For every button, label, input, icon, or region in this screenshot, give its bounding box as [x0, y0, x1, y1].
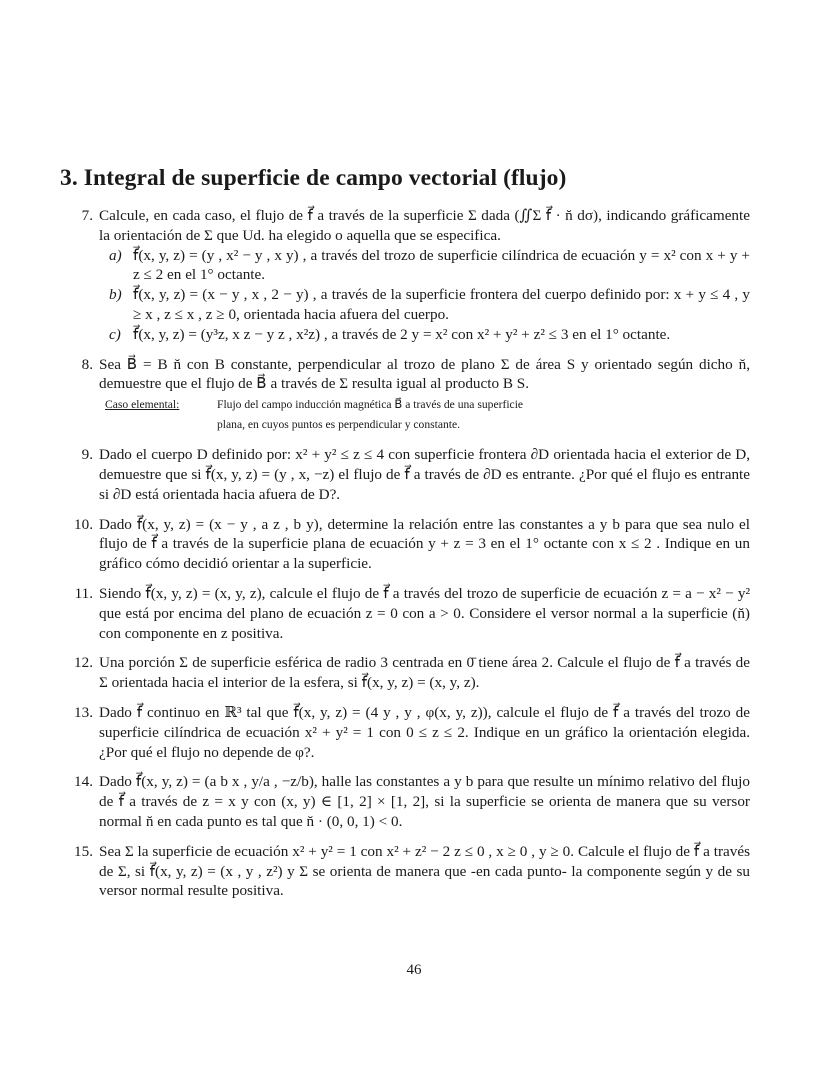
problem-10 — [0, 515, 828, 574]
part-label: c) — [109, 325, 121, 343]
problem-7-part-a — [99, 246, 750, 286]
part-text: f⃗(x, y, z) = (y³z, x z − y z , x²z) , a través de 2 y = x² con x² + y² + z² ≤ 3 en el 1° octante. — [133, 325, 671, 343]
part-text: f⃗(x, y, z) = (y , x² − y , x y) , a través del trozo de superficie cilíndrica de ecuación y = x² con x + y + z ≤ 2 en el 1° octante. — [133, 246, 750, 284]
note-line: Flujo del campo inducción magnética B⃗ a través de una superficie — [217, 398, 524, 412]
problem-number: 13. — [74, 703, 93, 721]
problem-text: Dado f⃗(x, y, z) = (x − y , a z , b y), determine la relación entre las constantes a y b para que sea nulo el flujo de f⃗ a través de la superficie plana de ecuación y + z = 3 en el 1° octante con x ≤ 2 . Indique en un gráfico cómo decidió orientar a la superficie. — [99, 515, 750, 573]
problem-number: 14. — [74, 773, 93, 791]
problem-text: Siendo f⃗(x, y, z) = (x, y, z), calcule el flujo de f⃗ a través del trozo de superficie de ecuación z = a − x² − y² que está por encima del plano de ecuación z = 0 con a > 0. Considere el versor normal a la superficie (n̆) con componente en z positiva. — [99, 584, 750, 642]
problem-text: Dado f⃗ continuo en ℝ³ tal que f⃗(x, y, z) = (4 y , y , φ(x, y, z)), calcule el flujo de f⃗ a través del trozo de superficie cilíndrica de ecuación x² + y² = 1 con 0 ≤ z ≤ 2. Indique en un gráfico la orientación elegida. ¿Por qué el flujo no depende de φ?. — [99, 703, 750, 761]
problem-text: Dado f⃗(x, y, z) = (a b x , y/a , −z/b), halle las constantes a y b para que resulte un mínimo relativo del flujo de f⃗ a través de z = x y con (x, y) ∈ [1, 2] × [1, 2], si la superficie se orienta de manera que su versor normal n̆ en cada punto es tal que n̆ · (0, 0, 1) < 0. — [99, 773, 750, 830]
page-number: 46 — [406, 962, 422, 978]
note-label: Caso elemental: — [105, 398, 180, 412]
problem-9 — [0, 445, 828, 504]
problem-text: Sea Σ la superficie de ecuación x² + y² = 1 con x² + z² − 2 z ≤ 0 , x ≥ 0 , y ≥ 0. Calcule el flujo de f⃗ a través de Σ, si f⃗(x, y, z) = (x , y , z²) y Σ se orienta de manera que -en cada punto- la componente según y de su versor normal resulte positiva. — [99, 842, 750, 900]
problem-list — [0, 206, 828, 901]
problem-7-part-b — [99, 285, 750, 325]
problem-12 — [0, 653, 828, 693]
problem-text: Dado el cuerpo D definido por: x² + y² ≤ z ≤ 4 con superficie frontera ∂D orientada hacia el exterior de D, demuestre que si f⃗(x, y, z) = (y , x, −z) el flujo de f⃗ a través de ∂D es entrante. ¿Por qué el flujo es entrante si ∂D está orientada hacia afuera de D?. — [99, 446, 750, 503]
problem-number: 11. — [74, 584, 93, 602]
problem-number: 15. — [74, 842, 93, 860]
problem-text: Calcule, en cada caso, el flujo de f⃗ a través de la superficie Σ dada (∬Σ f⃗ · n̆ dσ), indicando gráficamente la orientación de Σ que Ud. ha elegido o aquella que se especifica. — [99, 207, 750, 244]
note-line: plana, en cuyos puntos es perpendicular y constante. — [217, 418, 461, 432]
problem-number: 9. — [81, 446, 93, 464]
elemental-case-note — [105, 395, 750, 435]
problem-text: Sea B⃗ = B n̆ con B constante, perpendicular al trozo de plano Σ de área S y orientado según dicho n̆, demuestre que el flujo de B⃗ a través de Σ resulta igual al producto B S. — [99, 355, 750, 393]
problem-11 — [0, 584, 828, 643]
problem-15 — [0, 842, 828, 901]
problem-7 — [0, 206, 828, 345]
problem-14 — [0, 772, 828, 831]
problem-number: 7. — [81, 207, 93, 224]
section-title: 3. Integral de superficie de campo vectorial (flujo) — [60, 165, 567, 191]
part-text: f⃗(x, y, z) = (x − y , x , 2 − y) , a través de la superficie frontera del cuerpo definido por: x + y ≤ 4 , y ≥ x , z ≤ x , z ≥ 0, orientada hacia afuera del cuerpo. — [133, 286, 750, 323]
part-label: a) — [109, 246, 122, 264]
problem-number: 10. — [74, 515, 93, 533]
part-label: b) — [109, 286, 122, 304]
problem-number: 8. — [81, 355, 93, 373]
problem-8 — [0, 355, 828, 436]
problem-text: Una porción Σ de superficie esférica de radio 3 centrada en 0̄ tiene área 2. Calcule el flujo de f⃗ a través de Σ orientada hacia el interior de la esfera, si f⃗(x, y, z) = (x, y, z). — [99, 654, 750, 692]
problem-number: 12. — [74, 654, 93, 672]
problem-13 — [0, 703, 828, 762]
problem-7-part-c — [99, 325, 750, 345]
